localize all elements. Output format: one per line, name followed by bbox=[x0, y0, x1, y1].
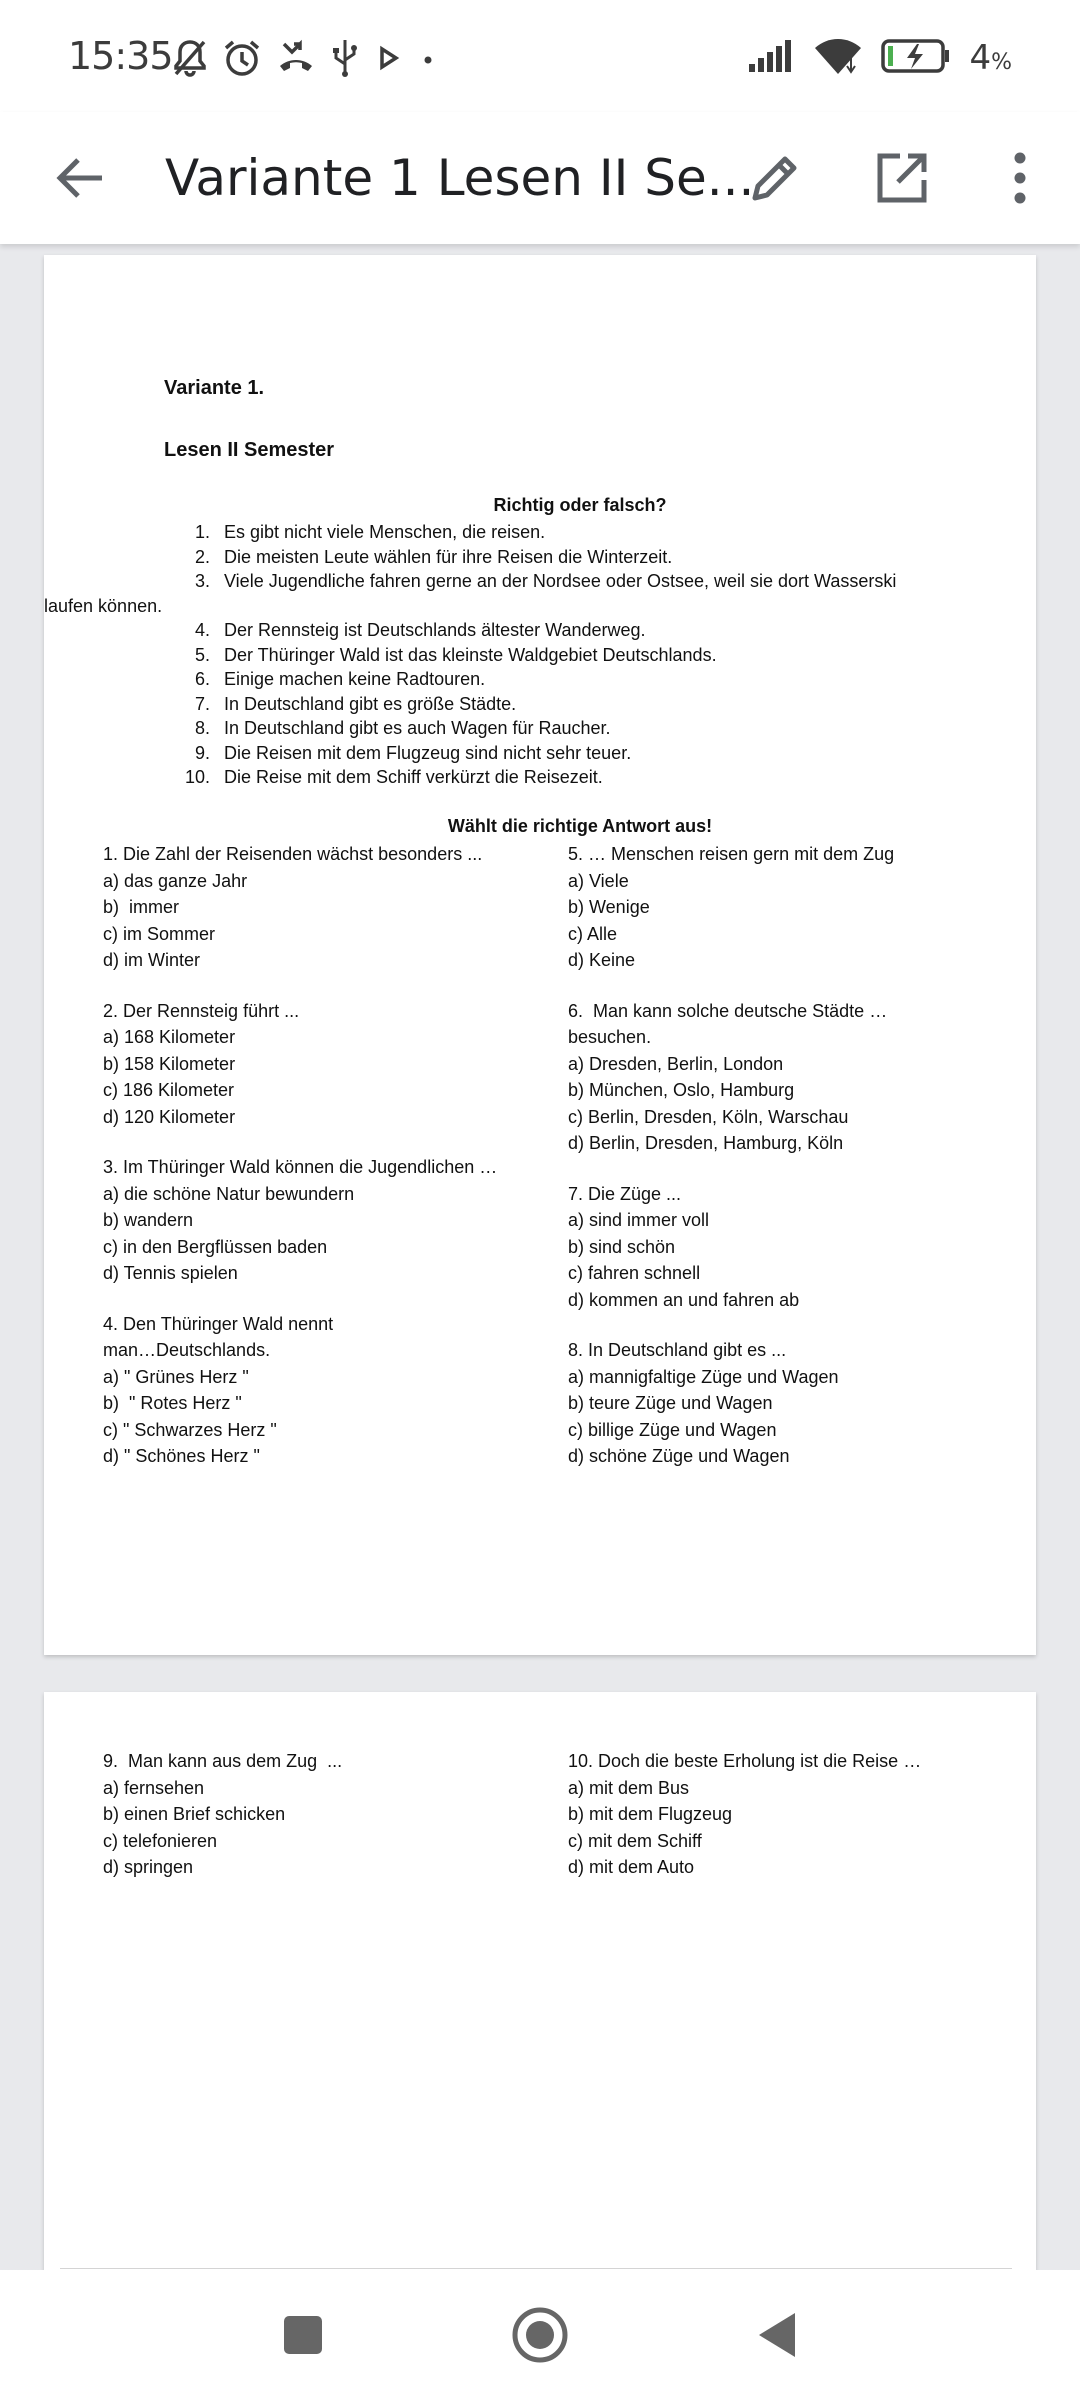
document-page-2 bbox=[44, 1692, 1036, 2272]
question-block bbox=[103, 1154, 553, 1287]
answer-option: d) mit dem Auto bbox=[568, 1857, 695, 1877]
pencil-icon bbox=[747, 150, 803, 206]
item-number: 3. bbox=[194, 571, 210, 591]
question-block bbox=[568, 1337, 1008, 1470]
question-text: 1. Die Zahl der Reisenden wächst besonders ... bbox=[103, 844, 483, 864]
nav-back-button[interactable] bbox=[742, 2300, 812, 2370]
answer-option: b) " Rotes Herz " bbox=[103, 1393, 242, 1413]
true-false-item bbox=[164, 716, 924, 741]
alarm-icon bbox=[222, 38, 262, 78]
answer-option: c) Berlin, Dresden, Köln, Warschau bbox=[568, 1106, 849, 1127]
item-text: Der Thüringer Wald ist das kleinste Waldgebiet Deutschlands. bbox=[224, 644, 717, 665]
questions-right-column bbox=[568, 1748, 1008, 1905]
answer-option: d) Tennis spielen bbox=[103, 1263, 238, 1283]
answer-option: a) Viele bbox=[568, 870, 629, 891]
answer-option: d) kommen an und fahren ab bbox=[568, 1289, 800, 1310]
document-page-1 bbox=[44, 255, 1036, 1655]
answer-option: a) mit dem Bus bbox=[568, 1777, 690, 1798]
true-false-list bbox=[44, 520, 924, 790]
answer-option: man…Deutschlands. bbox=[103, 1340, 271, 1360]
answer-option: b) sind schön bbox=[568, 1236, 676, 1257]
answer-option: d) springen bbox=[103, 1857, 194, 1877]
battery-percent bbox=[969, 38, 1012, 78]
status-bar bbox=[0, 0, 1080, 112]
answer-option: d) Berlin, Dresden, Hamburg, Köln bbox=[568, 1133, 844, 1153]
home-button[interactable] bbox=[505, 2300, 575, 2370]
answer-option: a) Dresden, Berlin, London bbox=[568, 1053, 784, 1074]
item-number: 7. bbox=[194, 693, 210, 714]
answer-option: c) " Schwarzes Herz " bbox=[103, 1419, 277, 1440]
true-false-item bbox=[164, 765, 924, 790]
back-triangle-icon bbox=[755, 2310, 799, 2360]
true-false-item bbox=[164, 643, 924, 668]
item-number: 4. bbox=[194, 620, 210, 640]
answer-option: c) telefonieren bbox=[103, 1830, 218, 1851]
wifi-icon bbox=[813, 36, 863, 80]
missed-call-icon bbox=[276, 38, 316, 78]
battery-charging-icon bbox=[881, 38, 951, 78]
question-text: 3. Im Thüringer Wald können die Jugendlichen … bbox=[103, 1157, 498, 1177]
item-text: Der Rennsteig ist Deutschlands ältester Wanderweg. bbox=[224, 620, 646, 640]
item-number: 1. bbox=[194, 522, 210, 542]
true-false-item bbox=[164, 667, 924, 692]
question-text: 9. Man kann aus dem Zug ... bbox=[103, 1751, 343, 1771]
battery-percent-value: 4 bbox=[969, 38, 992, 78]
true-false-item bbox=[164, 545, 924, 570]
answer-option: b) einen Brief schicken bbox=[103, 1804, 286, 1824]
item-text: Die meisten Leute wählen für ihre Reisen die Winterzeit. bbox=[224, 546, 673, 567]
answer-option: b) teure Züge und Wagen bbox=[568, 1393, 773, 1413]
question-block bbox=[568, 1748, 1008, 1881]
question-text: 7. Die Züge ... bbox=[568, 1183, 682, 1204]
status-icons-right bbox=[747, 36, 1012, 80]
answer-option: a) fernsehen bbox=[103, 1777, 205, 1798]
answer-option: d) schöne Züge und Wagen bbox=[568, 1446, 790, 1466]
answer-option: b) wandern bbox=[103, 1210, 194, 1230]
status-time: 15:35 bbox=[68, 34, 173, 78]
item-number: 5. bbox=[194, 644, 210, 665]
question-block bbox=[103, 841, 553, 974]
answer-option: c) Alle bbox=[568, 923, 618, 944]
heading-variant: Variante 1. bbox=[164, 377, 265, 399]
open-in-app-button[interactable] bbox=[862, 138, 942, 218]
item-text-continuation: laufen können. bbox=[44, 595, 163, 616]
answer-option: besuchen. bbox=[568, 1027, 652, 1047]
item-number: 2. bbox=[194, 546, 210, 567]
true-false-item bbox=[164, 520, 924, 545]
true-false-item bbox=[164, 741, 924, 766]
back-button[interactable] bbox=[44, 142, 116, 214]
answer-option: b) 158 Kilometer bbox=[103, 1053, 236, 1074]
item-text: Es gibt nicht viele Menschen, die reisen. bbox=[224, 522, 546, 542]
question-block bbox=[103, 1748, 553, 1881]
answer-option: d) im Winter bbox=[103, 950, 201, 970]
question-block bbox=[568, 841, 1008, 974]
answer-option: d) 120 Kilometer bbox=[103, 1106, 236, 1127]
true-false-item bbox=[44, 569, 924, 618]
dot-icon bbox=[418, 38, 438, 78]
item-number: 9. bbox=[194, 742, 210, 763]
app-bar bbox=[0, 112, 1080, 244]
recents-button[interactable] bbox=[268, 2300, 338, 2370]
multiple-choice-title: Wählt die richtige Antwort aus! bbox=[447, 816, 713, 836]
heading-lesen: Lesen II Semester bbox=[164, 439, 335, 461]
more-vert-icon bbox=[1010, 150, 1030, 206]
answer-option: a) mannigfaltige Züge und Wagen bbox=[568, 1366, 839, 1387]
item-text: Einige machen keine Radtouren. bbox=[224, 669, 486, 689]
answer-option: c) mit dem Schiff bbox=[568, 1830, 702, 1851]
home-circle-icon bbox=[511, 2306, 569, 2364]
question-text: 10. Doch die beste Erholung ist die Reise … bbox=[568, 1751, 922, 1771]
answer-option: b) München, Oslo, Hamburg bbox=[568, 1080, 795, 1100]
answer-option: a) 168 Kilometer bbox=[103, 1027, 236, 1047]
questions-left-column bbox=[103, 1748, 553, 1905]
question-text: 8. In Deutschland gibt es ... bbox=[568, 1340, 787, 1360]
answer-option: a) sind immer voll bbox=[568, 1210, 710, 1230]
recents-square-icon bbox=[281, 2313, 325, 2357]
answer-option: b) immer bbox=[103, 897, 179, 917]
battery-percent-unit: % bbox=[991, 50, 1012, 75]
signal-icon bbox=[747, 38, 795, 78]
question-block bbox=[568, 998, 1008, 1157]
answer-option: d) Keine bbox=[568, 950, 636, 970]
question-text: 5. … Menschen reisen gern mit dem Zug bbox=[568, 844, 895, 864]
answer-option: d) " Schönes Herz " bbox=[103, 1446, 260, 1466]
item-text: Die Reisen mit dem Flugzeug sind nicht sehr teuer. bbox=[224, 742, 632, 763]
question-text: 2. Der Rennsteig führt ... bbox=[103, 1000, 300, 1021]
status-icons-left bbox=[172, 36, 438, 80]
answer-option: b) mit dem Flugzeug bbox=[568, 1804, 733, 1824]
question-text: 4. Den Thüringer Wald nennt bbox=[103, 1313, 334, 1334]
question-text: 6. Man kann solche deutsche Städte … bbox=[568, 1000, 888, 1021]
divider bbox=[60, 2268, 1012, 2269]
answer-option: a) das ganze Jahr bbox=[103, 870, 248, 891]
play-icon bbox=[374, 38, 404, 78]
answer-option: a) " Grünes Herz " bbox=[103, 1366, 249, 1387]
answer-option: b) Wenige bbox=[568, 897, 650, 917]
item-text: Viele Jugendliche fahren gerne an der Nordsee oder Ostsee, weil sie dort Wasserski bbox=[224, 571, 897, 591]
answer-option: c) in den Bergflüssen baden bbox=[103, 1236, 328, 1257]
answer-option: c) im Sommer bbox=[103, 923, 215, 944]
open-external-icon bbox=[874, 150, 930, 206]
usb-icon bbox=[330, 38, 360, 78]
question-block bbox=[103, 998, 553, 1131]
mute-icon bbox=[172, 38, 208, 78]
true-false-title: Richtig oder falsch? bbox=[493, 495, 667, 515]
back-arrow-icon bbox=[54, 152, 106, 204]
navigation-bar bbox=[0, 2270, 1080, 2400]
item-text: Die Reise mit dem Schiff verkürzt die Reisezeit. bbox=[224, 767, 603, 787]
item-text: In Deutschland gibt es auch Wagen für Raucher. bbox=[224, 718, 611, 738]
questions-right-column bbox=[568, 841, 1008, 1494]
true-false-item bbox=[164, 618, 924, 643]
item-text: In Deutschland gibt es größe Städte. bbox=[224, 693, 517, 714]
more-options-button[interactable] bbox=[985, 138, 1055, 218]
true-false-item bbox=[164, 692, 924, 717]
questions-left-column bbox=[103, 841, 553, 1494]
document-title: Variante 1 Lesen II Se... bbox=[165, 149, 755, 207]
item-number: 10. bbox=[184, 767, 210, 787]
answer-option: c) billige Züge und Wagen bbox=[568, 1419, 777, 1440]
question-block bbox=[568, 1181, 1008, 1314]
item-number: 6. bbox=[194, 669, 210, 689]
answer-option: c) fahren schnell bbox=[568, 1263, 701, 1283]
answer-option: c) 186 Kilometer bbox=[103, 1080, 235, 1100]
edit-button[interactable] bbox=[735, 138, 815, 218]
answer-option: a) die schöne Natur bewundern bbox=[103, 1183, 355, 1204]
question-block bbox=[103, 1311, 553, 1470]
item-number: 8. bbox=[194, 718, 210, 738]
